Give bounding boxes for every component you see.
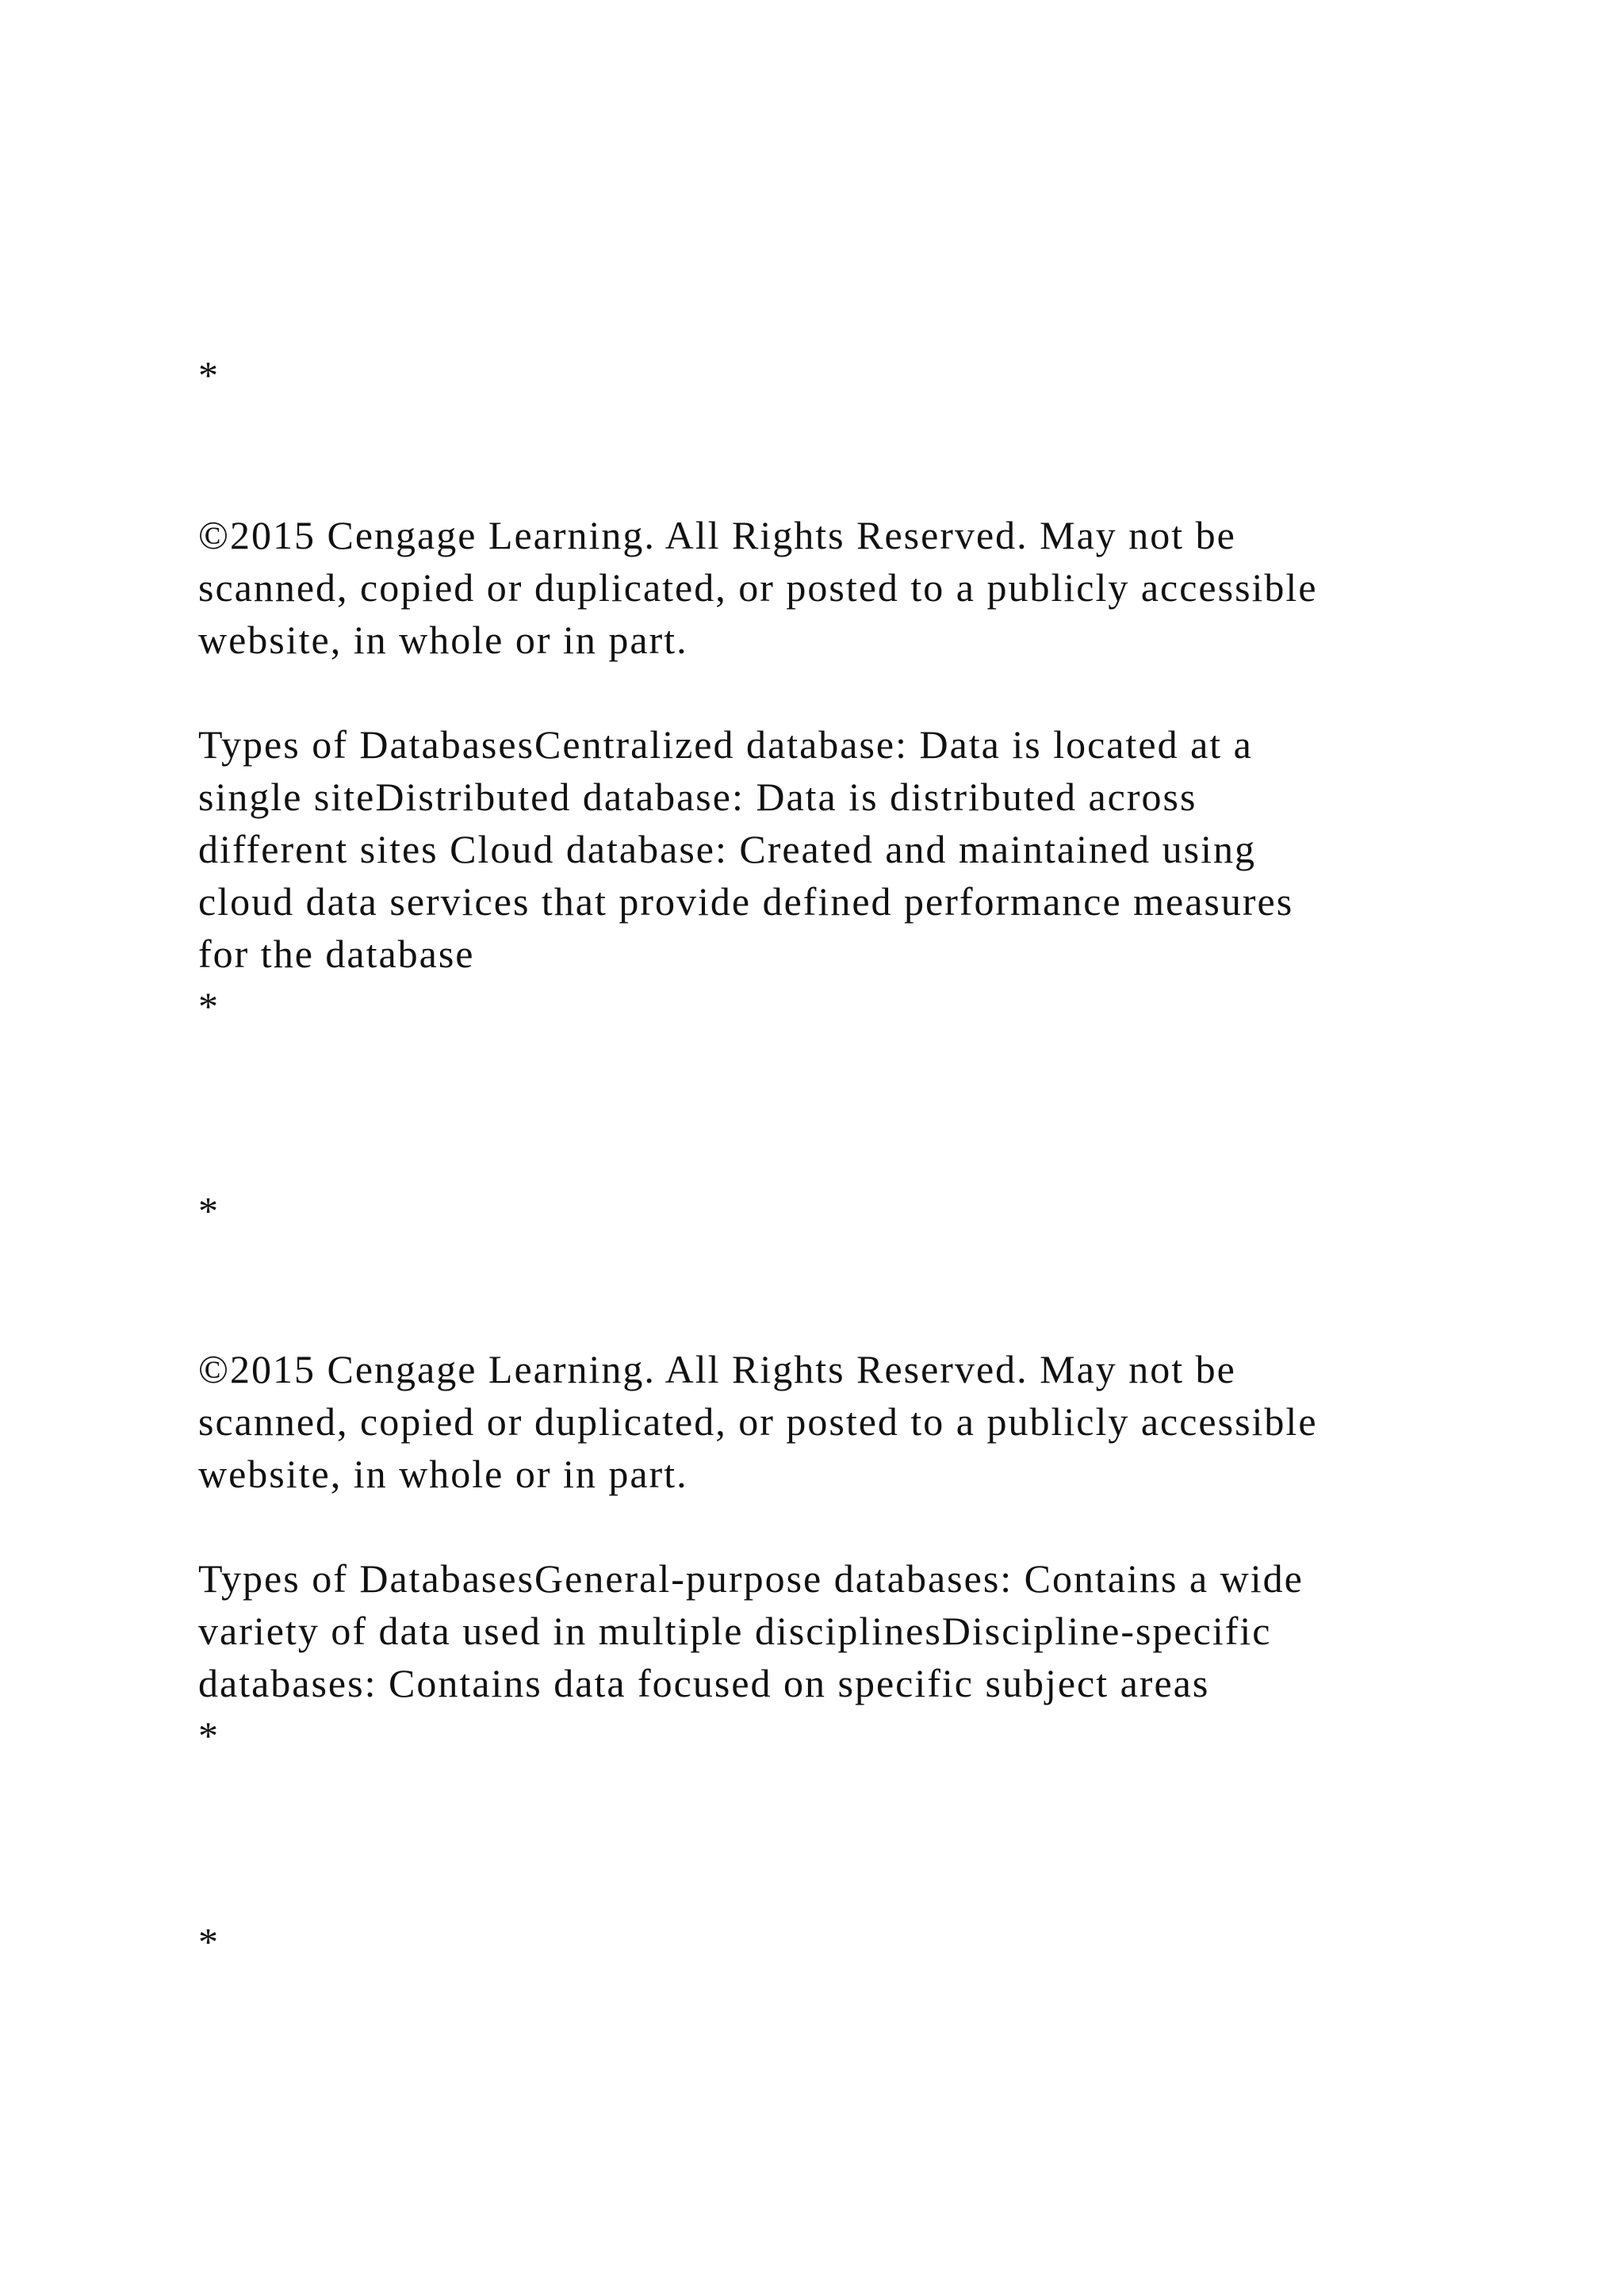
copyright-line: scanned, copied or duplicated, or posted to a publicly accessible [198, 1399, 1318, 1444]
copyright-line: scanned, copied or duplicated, or posted to a publicly accessible [198, 565, 1318, 610]
copyright-line: website, in whole or in part. [198, 618, 688, 662]
section-2-marker-bottom: * [198, 1713, 218, 1758]
section-1-marker-bottom: * [198, 984, 218, 1028]
body-line: Types of DatabasesCentralized database: Data is located at a [198, 722, 1253, 767]
trailing-marker: * [198, 1919, 218, 1964]
section-2-marker-top: * [198, 1188, 218, 1233]
copyright-line: ©2015 Cengage Learning. All Rights Reserved. May not be [198, 513, 1236, 557]
copyright-line: website, in whole or in part. [198, 1452, 688, 1496]
body-line: single siteDistributed database: Data is distributed across [198, 775, 1197, 819]
body-line: databases: Contains data focused on specific subject areas [198, 1661, 1210, 1705]
body-line: variety of data used in multiple disciplinesDiscipline-specific [198, 1609, 1272, 1653]
section-1-marker-top: * [198, 353, 218, 397]
body-line: different sites Cloud database: Created and maintained using [198, 827, 1257, 871]
body-line: for the database [198, 932, 475, 976]
copyright-line: ©2015 Cengage Learning. All Rights Reserved. May not be [198, 1347, 1236, 1391]
body-line: cloud data services that provide defined performance measures [198, 879, 1294, 924]
body-line: Types of DatabasesGeneral-purpose databases: Contains a wide [198, 1556, 1304, 1601]
